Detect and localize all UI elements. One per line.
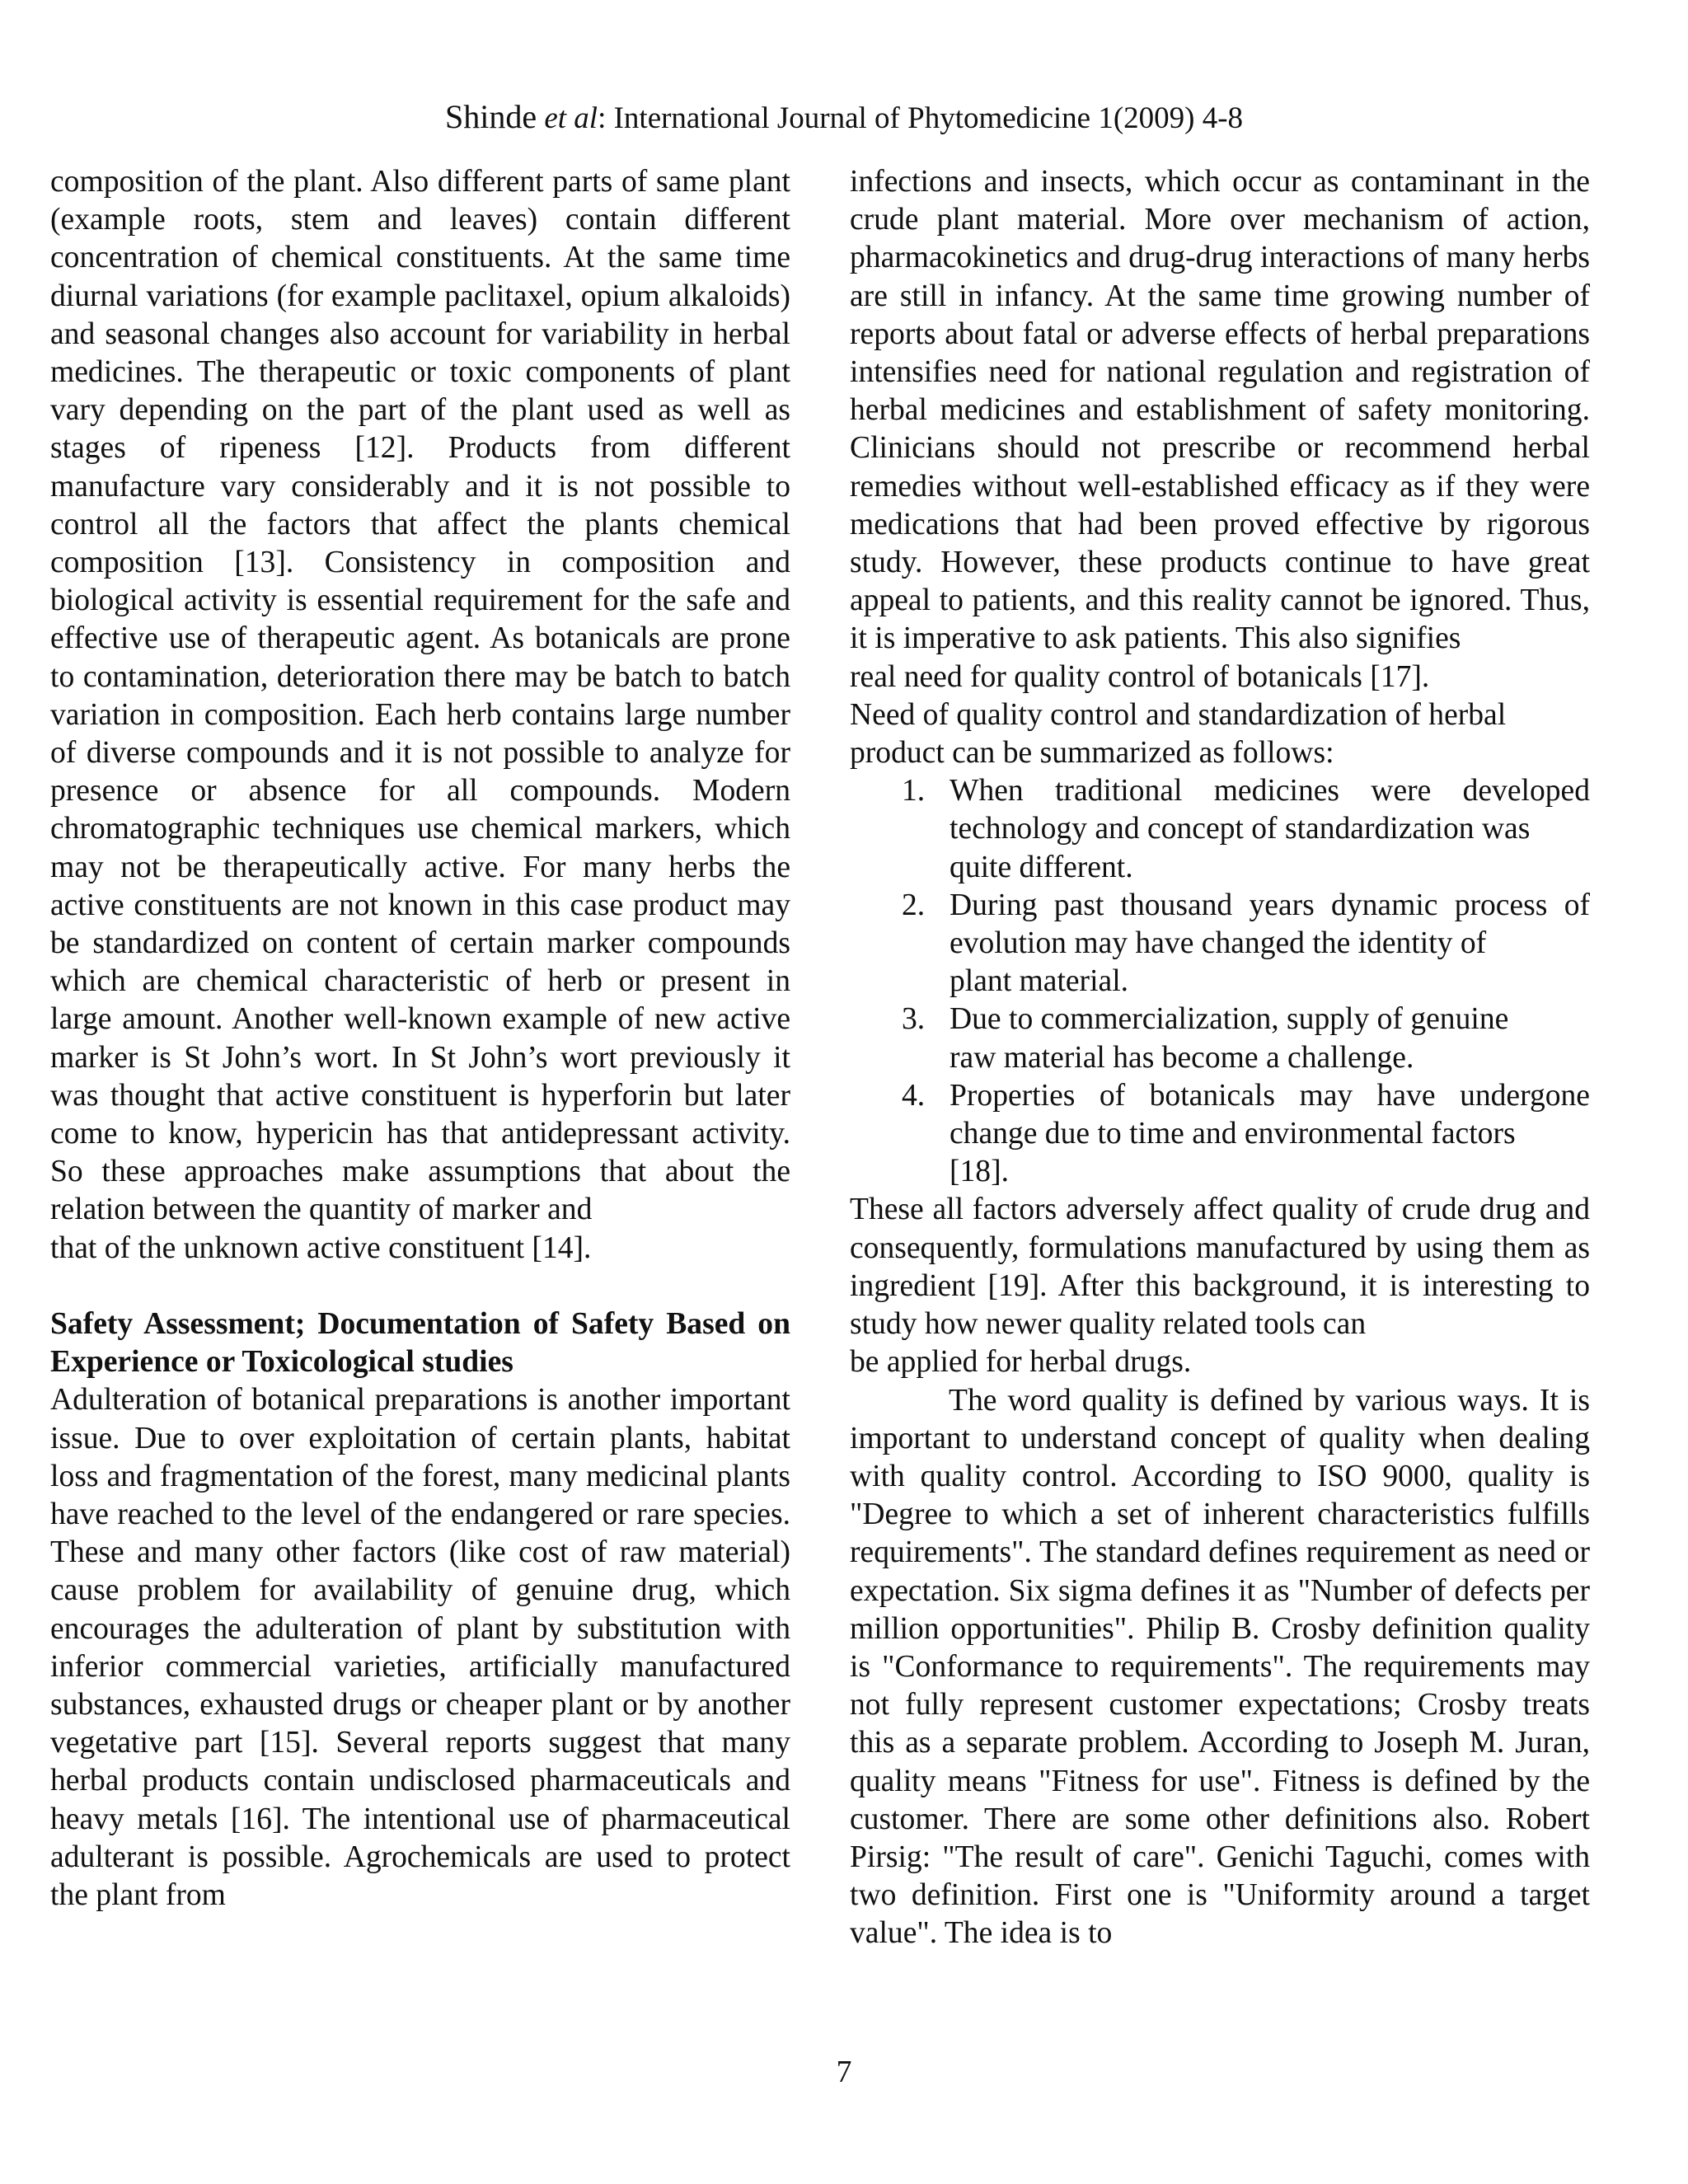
left-paragraph-1-last-line: that of the unknown active constituent [14]. [50,1230,592,1265]
list-item-text-last-line: quite different. [950,850,1133,884]
right-column [850,163,1590,1953]
right-paragraph-3-last-line: be applied for herbal drugs. [850,1345,1192,1380]
running-header [0,97,1688,138]
right-paragraph-1-last-line: real need for quality control of botanicals [17]. [850,659,1430,694]
list-item [850,772,1590,887]
list-item-number: 3. [902,1002,926,1037]
list-item-text-last-line: [18]. [950,1155,1010,1189]
left-column [50,163,790,1915]
list-item [850,887,1590,1001]
list-item [850,1077,1590,1192]
header-authors: Shinde [444,98,537,135]
list-item-text: Properties of botanicals may have undergone change due to time and environmental factors [950,1078,1590,1151]
page-number: 7 [836,2055,852,2089]
list-item-text-last-line: raw material has become a challenge. [950,1040,1414,1075]
right-paragraph-4: The word quality is defined by various ways. It is important to understand concept of quality when dealing with quality control. According to ISO 9000, quality is "Degree to which a set of inherent characteristics fulfills requirements". The standard defines requirement as need or expectation. Six sigma defines it as "Number of defects per million opportunities". Philip B. Crosby definition quality is "Conformance to requirements". The requirements may not fully represent customer expectations; Crosby treats this as a separate problem. According to Joseph M. Juran, quality means "Fitness for use". Fitness is defined by the customer. There are some other definitions also. Robert Pirsig: "The result of care". Genichi Taguchi, comes with two definition. First one is "Uniformity around a target value". The idea is to [850,1383,1590,1951]
header-journal: : International Journal of Phytomedicine 1(2009) 4-8 [598,101,1244,135]
list-item-number: 2. [902,888,926,922]
header-etal: et al [544,101,598,135]
needs-list [850,772,1590,1191]
left-paragraph-2: Adulteration of botanical preparations is another important issue. Due to over exploitation of certain plants, habitat loss and fragmentation of the forest, many medicinal plants have reached to the level of the endangered or rare species. These and many other factors (like cost of raw material) cause problem for availability of genuine drug, which encourages the adulteration of plant by substitution with inferior commercial varieties, artificially manufactured substances, exhausted drugs or cheaper plant or by another vegetative part [15]. Several reports suggest that many herbal products contain undisclosed pharmaceuticals and heavy metals [16]. The intentional use of pharmaceutical adulterant is possible. Agrochemicals are used to protect the plant from [50,1383,790,1912]
right-paragraph-2: Need of quality control and standardization of herbal [850,697,1507,732]
list-item-number: 4. [902,1078,926,1113]
left-paragraph-1: composition of the plant. Also different parts of same plant (example roots, stem and leaves) contain different concentration of chemical constituents. At the same time diurnal variations (for example paclitaxel, opium alkaloids) and seasonal changes also account for variability in herbal medicines. The therapeutic or toxic components of plant vary depending on the part of the plant used as well as stages of ripeness [12]. Products from different manufacture vary considerably and it is not possible to control all the factors that affect the plants chemical composition [13]. Consistency in composition and biological activity is essential requirement for the safe and effective use of therapeutic agent. As botanicals are prone to contamination, deterioration there may be batch to batch variation in composition. Each herb contains large number of diverse compounds and it is not possible to analyze for presence or absence for all compounds. Modern chromatographic techniques use chemical markers, which may not be therapeutically active. For many herbs the active constituents are not known in this case product may be standardized on content of certain marker compounds which are chemical characteristic of herb or present in large amount. Another well-known example of new active marker is St John’s wort. In St John’s wort previously it was thought that active constituent is hyperforin but later come to know, hypericin has that antidepressant activity. So these approaches make assumptions that about the relation between the quantity of marker and [50,165,790,1227]
list-item [850,1001,1590,1076]
list-item-text: Due to commercialization, supply of genuine [950,1002,1509,1037]
list-item-number: 1. [902,774,926,808]
list-item-text-last-line: plant material. [950,964,1129,999]
list-item-text: During past thousand years dynamic process of evolution may have changed the identity of [950,888,1590,961]
right-paragraph-3: These all factors adversely affect quality of crude drug and consequently, formulations manufactured by using them as ingredient [19]. After this background, it is interesting to study how newer quality related tools can [850,1193,1590,1342]
section-heading-safety-assessment: Safety Assessment; Documentation of Safety Based on Experience or Toxicological studies [50,1306,790,1380]
right-paragraph-2-last-line: product can be summarized as follows: [850,736,1334,771]
list-item-text: When traditional medicines were developed technology and concept of standardization was [950,774,1590,846]
right-paragraph-1: infections and insects, which occur as contaminant in the crude plant material. More over mechanism of action, pharmacokinetics and drug-drug interactions of many herbs are still in infancy. At the same time growing number of reports about fatal or adverse effects of herbal preparations intensifies need for national regulation and registration of herbal medicines and establishment of safety monitoring. Clinicians should not prescribe or recommend herbal remedies without well-established efficacy as if they were medications that had been proved effective by rigorous study. However, these products continue to have great appeal to patients, and this reality cannot be ignored. Thus, it is imperative to ask patients. This also signifies [850,165,1590,656]
paragraph-gap [50,1268,790,1305]
